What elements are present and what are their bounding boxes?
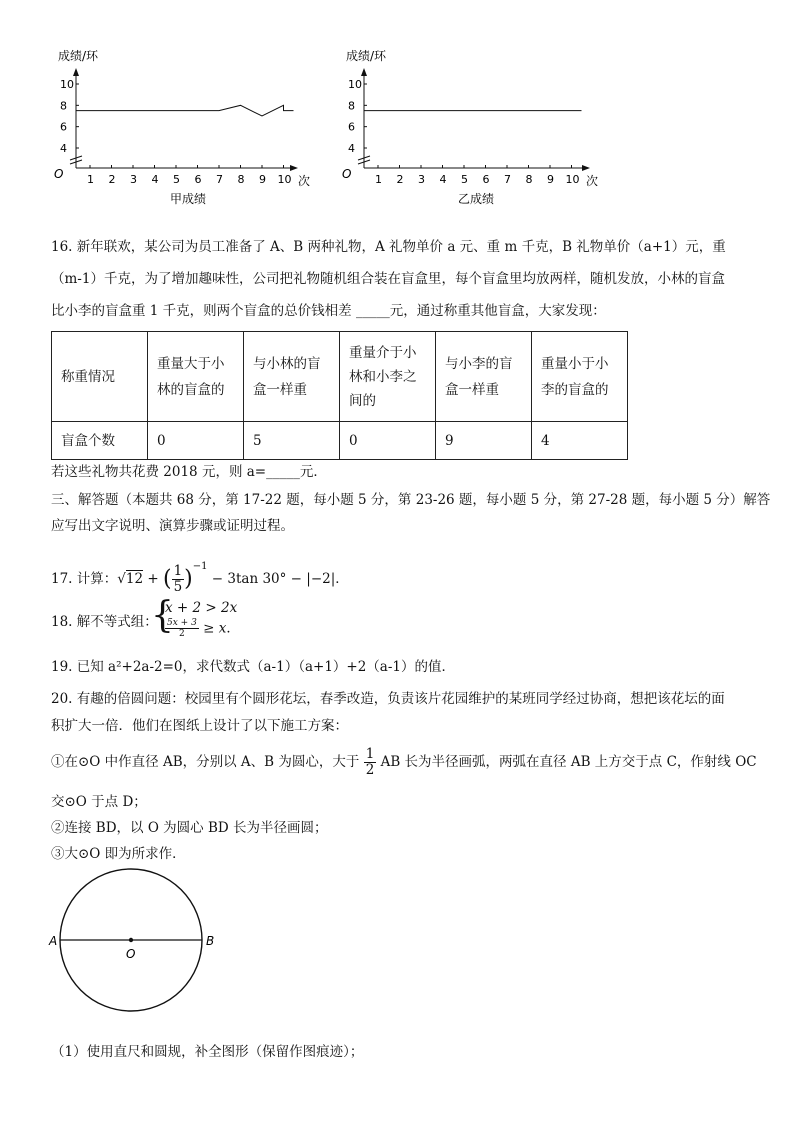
label-b: B (206, 934, 215, 948)
jia-xtick-label: 2 (108, 173, 116, 186)
chart-yi-y-arrow (361, 68, 367, 76)
label-o: O (126, 947, 136, 961)
yi-ytick-label: 8 (348, 99, 355, 113)
table-header-cell: 重量小于小 李的盲盒的 (532, 332, 628, 422)
yi-xtick-label: 4 (439, 173, 447, 186)
q20-line1: 20. 有趣的倍圆问题：校园里有个圆形花坛，春季改造，负责该片花园维护的某班同学经过协商，想把该花坛的面 (51, 691, 725, 707)
q16-line2: （m-1）千克，为了增加趣味性，公司把礼物随机组合装在盲盒里，每个盲盒里均放两样，随机发放，小林的盲盒 (51, 271, 725, 287)
q20-step2: ②连接 BD，以 O 为圆心 BD 长为半径画圆； (51, 820, 328, 836)
section3-line2: 应写出文字说明、演算步骤或证明过程。 (51, 518, 294, 534)
jia-xtick-label: 6 (194, 173, 202, 186)
chart-jia-origin: O (54, 167, 64, 181)
circle-figure (46, 866, 226, 1016)
jia-ytick-label: 8 (60, 99, 67, 113)
q17-plus: + (147, 571, 159, 587)
q17: 17. 计算：√12 + ( $\frac{1}{5}$ )$^{-1}$ − 3tan 30° − |−2|． (51, 561, 349, 595)
yi-xtick-label: 9 (547, 173, 554, 186)
jia-xtick-label: 9 (259, 173, 266, 186)
table-header-cell: 重量大于小 林的盲盒的 (148, 332, 244, 422)
table-cell: 0 (148, 422, 244, 460)
q16-line3: 比小李的盲盒重 1 千克，则两个盲盒的总价钱相差 _____元，通过称重其他盲盒，大家发现： (51, 303, 606, 319)
jia-ytick-label: 4 (60, 142, 67, 155)
table-header-cell: 与小李的盲 盒一样重 (436, 332, 532, 422)
table-cell: 5 (244, 422, 340, 460)
q18-end: ． (226, 620, 240, 637)
jia-xtick-label: 7 (216, 173, 223, 186)
q18-ineq2: ≥ x (203, 620, 227, 637)
q18-ineq2-row (165, 618, 240, 639)
chart-yi-caption: 乙成绩 (458, 192, 495, 206)
q18-frac-den: 2 (179, 629, 185, 639)
weighing-table (51, 331, 628, 460)
q20-line2: 积扩大一倍．他们在图纸上设计了以下施工方案： (51, 718, 348, 734)
table-cell: 9 (436, 422, 532, 460)
table-cell: 4 (532, 422, 628, 460)
q20-step1 (51, 746, 757, 778)
chart-jia-xlabel: 次 (298, 174, 311, 188)
chart-jia-ylabel: 成绩/环 (58, 49, 99, 63)
q16-line1: 16. 新年联欢，某公司为员工准备了 A、B 两种礼物，A 礼物单价 a 元、重 m 千克，B 礼物单价（a+1）元，重 (51, 239, 726, 255)
table-header-cell: 重量介于小 林和小李之 间的 (340, 332, 436, 422)
chart-yi-xlabel: 次 (586, 174, 599, 188)
chart-yi-origin: O (342, 167, 352, 181)
q18-brace: { (151, 595, 174, 636)
yi-xtick-label: 5 (461, 173, 468, 186)
jia-ytick-label: 6 (60, 120, 67, 134)
chart-jia (40, 40, 320, 210)
chart-yi-ylabel: 成绩/环 (346, 49, 387, 63)
jia-xtick-label: 5 (173, 173, 180, 186)
yi-xtick-label: 8 (525, 173, 533, 186)
yi-xtick-label: 2 (396, 173, 404, 186)
q19: 19. 已知 a²+2a-2=0，求代数式（a-1）（a+1）+2（a-1）的值． (51, 659, 456, 675)
center-point (129, 938, 133, 942)
q17-sqrt: √12 (117, 571, 144, 587)
yi-ytick-label: 4 (348, 142, 355, 155)
jia-xtick-label: 8 (237, 173, 245, 186)
yi-xtick-label: 6 (482, 173, 490, 186)
q17-prefix: 17. 计算： (51, 571, 118, 587)
q20-step1c: 交⊙O 于点 D； (51, 794, 147, 810)
q17-exponent: −1 (192, 561, 208, 572)
chart-jia-caption: 甲成绩 (170, 192, 207, 206)
q20-step3: ③大⊙O 即为所求作． (51, 846, 186, 862)
yi-ytick-label: 6 (348, 120, 355, 134)
label-a: A (49, 934, 58, 948)
yi-ytick-label: 10 (348, 78, 362, 91)
q17-rest: − 3tan 30° − |−2|． (211, 571, 349, 587)
yi-xtick-label: 10 (565, 173, 580, 186)
chart-jia-series-line (76, 105, 294, 116)
yi-xtick-label: 1 (375, 173, 382, 186)
table-header-cell: 与小林的盲 盒一样重 (244, 332, 340, 422)
jia-xtick-label: 3 (130, 173, 137, 186)
q16-after-table: 若这些礼物共花费 2018 元，则 a=_____元． (51, 464, 327, 480)
q18-prefix: 18. 解不等式组： (51, 614, 158, 630)
table-cell: 盲盒个数 (52, 422, 148, 460)
q20-step1b: AB 长为半径画弧，两弧在直径 AB 上方交于点 C，作射线 OC (380, 754, 757, 770)
chart-jia-x-arrow (290, 165, 298, 171)
chart-yi-x-arrow (582, 165, 590, 171)
table-header-cell: 称重情况 (52, 332, 148, 422)
chart-jia-y-arrow (73, 68, 79, 76)
yi-xtick-label: 3 (418, 173, 425, 186)
table-cell: 0 (340, 422, 436, 460)
chart-yi (328, 40, 608, 210)
jia-ytick-label: 10 (60, 78, 74, 91)
table-header-row (52, 332, 628, 422)
section3-line1: 三、解答题（本题共 68 分，第 17-22 题，每小题 5 分，第 23-26 题，每小题 5 分，第 27-28 题，每小题 5 分）解答 (51, 492, 771, 508)
q20-sub1: （1）使用直尺和圆规，补全图形（保留作图痕迹）； (51, 1044, 364, 1060)
q18-frac-num: 5x + 3 (167, 618, 197, 628)
yi-xtick-label: 7 (504, 173, 511, 186)
q20-half: $\frac{1}{2}$ (365, 746, 375, 778)
jia-xtick-label: 10 (277, 173, 292, 186)
jia-xtick-label: 1 (87, 173, 94, 186)
table-row (52, 422, 628, 460)
jia-xtick-label: 4 (151, 173, 159, 186)
q20-step1a: ①在⊙O 中作直径 AB，分别以 A、B 为圆心，大于 (51, 754, 360, 770)
q17-fraction: $\frac{1}{5}$ (173, 563, 183, 595)
q18-ineq1: x + 2 > 2x (165, 600, 238, 616)
